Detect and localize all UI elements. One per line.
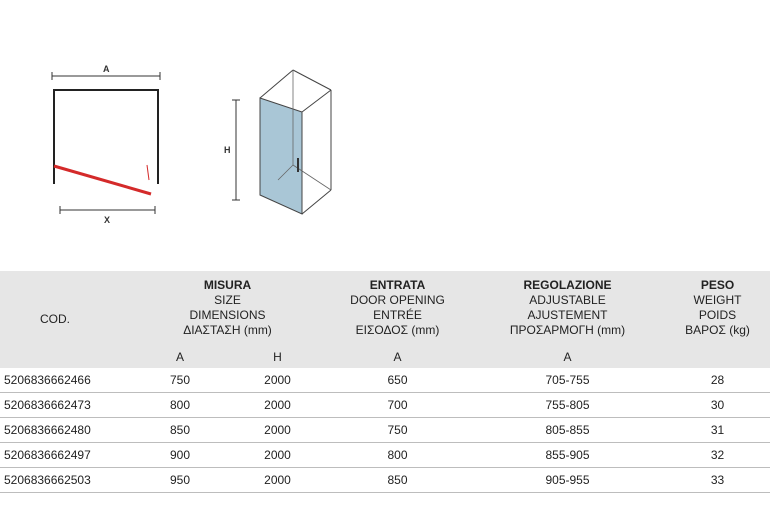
header-peso-line: WEIGHT xyxy=(693,293,742,307)
cell-door-opening: 650 xyxy=(325,368,470,393)
cell-door-opening: 850 xyxy=(325,468,470,493)
header-peso-line: ΒΑΡΟΣ (kg) xyxy=(685,323,750,337)
table-row xyxy=(0,418,770,443)
header-misura xyxy=(130,271,325,345)
glass-panel xyxy=(260,98,302,214)
specification-table xyxy=(0,271,770,493)
header-entrata-line: ENTRÉE xyxy=(373,308,422,322)
table-row xyxy=(0,393,770,418)
header-misura-line: DIMENSIONS xyxy=(189,308,266,322)
header-misura-line: ΔΙΑΣΤΑΣΗ (mm) xyxy=(183,323,272,337)
subheader-misura-h: H xyxy=(230,345,325,368)
table-header-row xyxy=(0,271,770,345)
cell-code: 5206836662473 xyxy=(0,393,130,418)
cell-code: 5206836662497 xyxy=(0,443,130,468)
cell-size-h: 2000 xyxy=(230,468,325,493)
header-entrata-line: DOOR OPENING xyxy=(350,293,445,307)
door-swing-line xyxy=(54,166,151,194)
header-entrata-line: ΕΙΣΟΔΟΣ (mm) xyxy=(355,323,440,337)
cell-adjustable: 905-955 xyxy=(470,468,665,493)
cell-weight: 32 xyxy=(665,443,770,468)
header-cod: COD. xyxy=(0,271,130,368)
table-row xyxy=(0,443,770,468)
header-peso-line: POIDS xyxy=(698,308,737,322)
cell-size-a: 750 xyxy=(130,368,230,393)
subheader-entrata-a: A xyxy=(325,345,470,368)
cell-size-h: 2000 xyxy=(230,368,325,393)
subheader-regolazione-a: A xyxy=(470,345,665,368)
cell-size-h: 2000 xyxy=(230,418,325,443)
header-misura-line: SIZE xyxy=(214,293,241,307)
perspective-view-drawing xyxy=(218,60,358,235)
dimension-x-label: X xyxy=(104,215,111,225)
dimension-a-label: A xyxy=(103,64,110,74)
header-peso xyxy=(665,271,770,345)
table-row xyxy=(0,468,770,493)
cell-weight: 31 xyxy=(665,418,770,443)
header-misura-title: MISURA xyxy=(203,278,252,292)
header-regolazione-line: ΠΡΟΣΑΡΜΟΓΗ (mm) xyxy=(509,323,626,337)
cell-weight: 30 xyxy=(665,393,770,418)
header-regolazione-title: REGOLAZIONE xyxy=(523,278,612,292)
table-row xyxy=(0,368,770,393)
cell-size-h: 2000 xyxy=(230,443,325,468)
cell-size-a: 900 xyxy=(130,443,230,468)
cell-code: 5206836662466 xyxy=(0,368,130,393)
cell-adjustable: 755-805 xyxy=(470,393,665,418)
cell-door-opening: 800 xyxy=(325,443,470,468)
cell-adjustable: 705-755 xyxy=(470,368,665,393)
cell-size-h: 2000 xyxy=(230,393,325,418)
header-regolazione-line: AJUSTEMENT xyxy=(527,308,608,322)
cell-size-a: 950 xyxy=(130,468,230,493)
header-entrata-title: ENTRATA xyxy=(369,278,426,292)
cell-door-opening: 750 xyxy=(325,418,470,443)
cell-weight: 33 xyxy=(665,468,770,493)
header-regolazione xyxy=(470,271,665,345)
subheader-misura-a: A xyxy=(130,345,230,368)
header-entrata xyxy=(325,271,470,345)
cell-code: 5206836662503 xyxy=(0,468,130,493)
cell-size-a: 850 xyxy=(130,418,230,443)
door-end-marker xyxy=(147,165,149,180)
header-regolazione-line: ADJUSTABLE xyxy=(529,293,606,307)
cell-adjustable: 805-855 xyxy=(470,418,665,443)
cell-door-opening: 700 xyxy=(325,393,470,418)
subheader-peso xyxy=(665,345,770,368)
plan-view-drawing xyxy=(40,60,180,235)
cell-size-a: 800 xyxy=(130,393,230,418)
dimension-h-label: H xyxy=(224,145,231,155)
cell-weight: 28 xyxy=(665,368,770,393)
cell-code: 5206836662480 xyxy=(0,418,130,443)
header-peso-title: PESO xyxy=(700,278,735,292)
cell-adjustable: 855-905 xyxy=(470,443,665,468)
